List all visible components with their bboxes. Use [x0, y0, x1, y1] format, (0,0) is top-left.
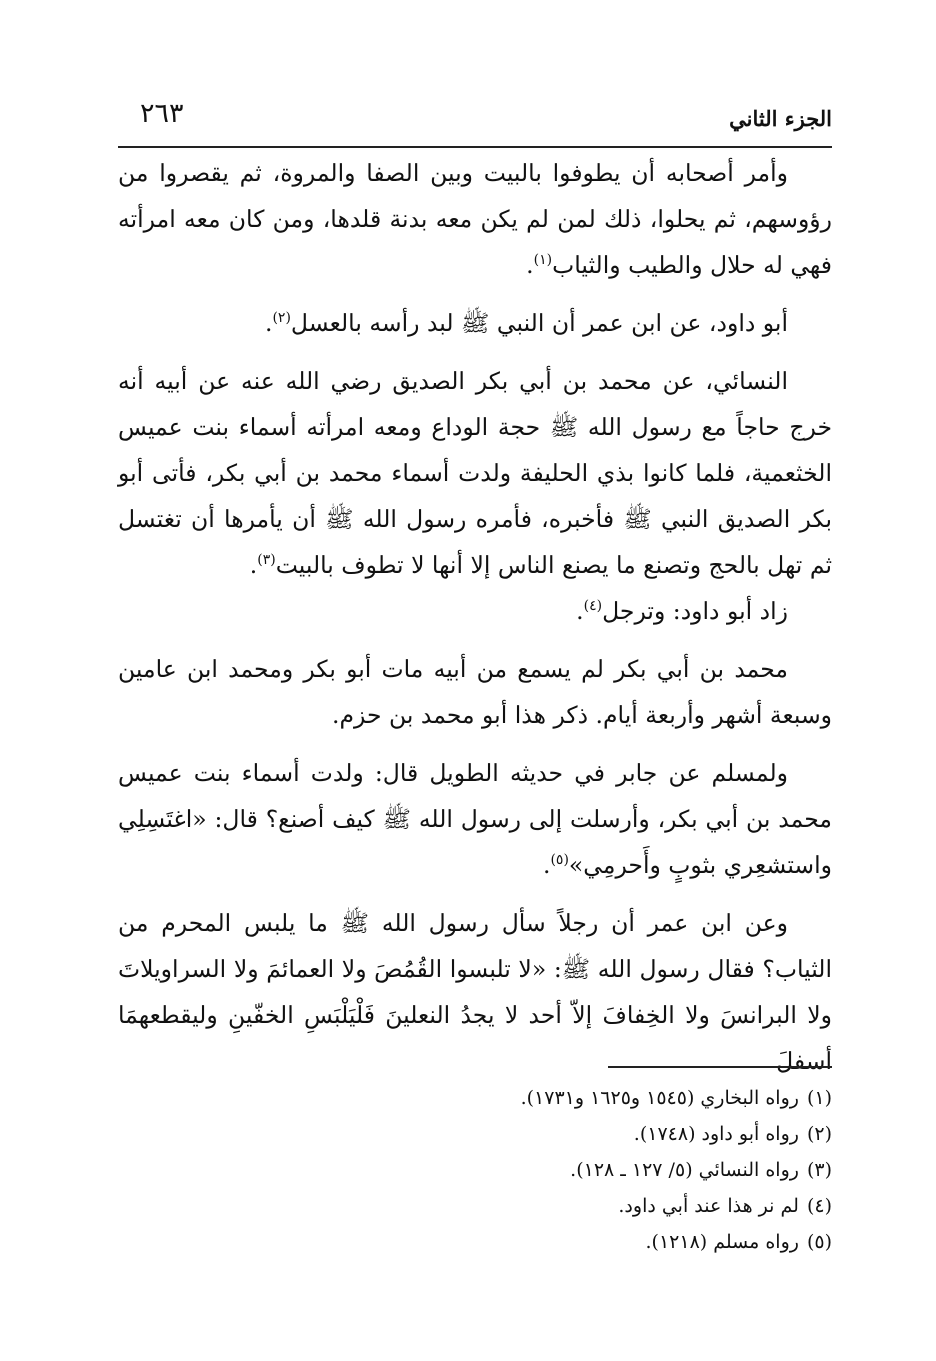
- footnote-ref: (١): [533, 252, 553, 269]
- footnote: [118, 1152, 832, 1188]
- footnotes: [118, 1080, 832, 1260]
- paragraph-text: زاد أبو داود: وترجل: [602, 597, 788, 625]
- paragraph: [118, 646, 832, 738]
- footnote-ref: (٢): [272, 310, 291, 327]
- footnote-number: (١): [806, 1087, 832, 1109]
- footnote: [118, 1188, 832, 1224]
- footnote-text: رواه أبو داود (١٧٤٨).: [633, 1123, 799, 1145]
- paragraph: [118, 750, 832, 888]
- paragraph-end: .: [576, 597, 584, 625]
- page-number: ٢٦٣: [140, 98, 184, 129]
- paragraph: [118, 588, 832, 634]
- footnote-text: رواه مسلم (١٢١٨).: [645, 1231, 799, 1253]
- running-title: الجزء الثاني: [729, 106, 832, 131]
- paragraph-text: وأمر أصحابه أن يطوفوا بالبيت وبين الصفا والمروة، ثم يقصروا من رؤوسهم، ثم يحلوا، ذلك لمن لم يكن معه بدنة قلدها، ومن كان معه امرأته فهي له حلال والطيب والثياب: [118, 159, 832, 279]
- paragraph: [118, 900, 832, 1084]
- footnote-rule: [608, 1066, 832, 1068]
- paragraph-end: .: [264, 309, 273, 337]
- paragraph-text: ولمسلم عن جابر في حديثه الطويل قال: ولدت أسماء بنت عميس محمد بن أبي بكر، وأرسلت إلى رسول الله ﷺ كيف أصنع؟ قال: «اغتَسِلِي واستشعِري بثوبٍ وأَحرمِي»: [118, 759, 832, 879]
- paragraph-end: .: [542, 851, 551, 879]
- footnote: [118, 1116, 832, 1152]
- footnote-ref: (٥): [550, 852, 569, 869]
- paragraph: [118, 150, 832, 288]
- footnote-number: (٢): [806, 1123, 832, 1145]
- footnote: [118, 1080, 832, 1116]
- footnote-text: رواه البخاري (١٥٤٥ و١٦٢٥ و١٧٣١).: [520, 1087, 799, 1109]
- footnote-ref: (٣): [257, 552, 276, 569]
- paragraph-end: .: [526, 251, 534, 279]
- footnote-number: (٥): [806, 1231, 832, 1253]
- paragraph-text: أبو داود، عن ابن عمر أن النبي ﷺ لبد رأسه بالعسل: [290, 309, 788, 337]
- footnote-text: رواه النسائي (٥/ ١٢٧ ـ ١٢٨).: [570, 1159, 799, 1181]
- main-text: [118, 150, 832, 1084]
- header-rule: [118, 146, 832, 148]
- paragraph: [118, 300, 832, 346]
- paragraph: [118, 358, 832, 588]
- footnote: [118, 1224, 832, 1260]
- paragraph-end: .: [249, 551, 258, 579]
- footnote-number: (٤): [806, 1195, 832, 1217]
- footnote-text: لم نر هذا عند أبي داود.: [618, 1195, 799, 1217]
- paragraph-text: وعن ابن عمر أن رجلاً سأل رسول الله ﷺ ما يلبس المحرم من الثياب؟ فقال رسول الله ﷺ: «لا تلبسوا القُمُصَ ولا العمائمَ ولا السراويلاتَ ولا البرانسَ ولا الخِفافَ إلاّ أحد لا يجدُ النعلينَ فَلْيَلْبَسِ الخفّينِ وليقطعهمَا أسفلَ: [118, 909, 832, 1075]
- paragraph-text: النسائي، عن محمد بن أبي بكر الصديق رضي الله عنه عن أبيه أنه خرج حاجاً مع رسول الله ﷺ حجة الوداع ومعه امرأته أسماء بنت عميس الخثعمية، فلما كانوا بذي الحليفة ولدت أسماء محمد بن أبي بكر، فأتى أبو بكر الصديق النبي ﷺ فأخبره، فأمره رسول الله ﷺ أن يأمرها أن تغتسل ثم تهل بالحج وتصنع ما يصنع الناس إلا أنها لا تطوف بالبيت: [118, 367, 832, 579]
- footnote-number: (٣): [806, 1159, 832, 1181]
- footnote-ref: (٤): [583, 598, 603, 615]
- paragraph-text: محمد بن أبي بكر لم يسمع من أبيه مات أبو بكر ومحمد ابن عامين وسبعة أشهر وأربعة أيام. ذكر هذا أبو محمد بن حزم.: [118, 655, 832, 729]
- page-header: [118, 96, 832, 140]
